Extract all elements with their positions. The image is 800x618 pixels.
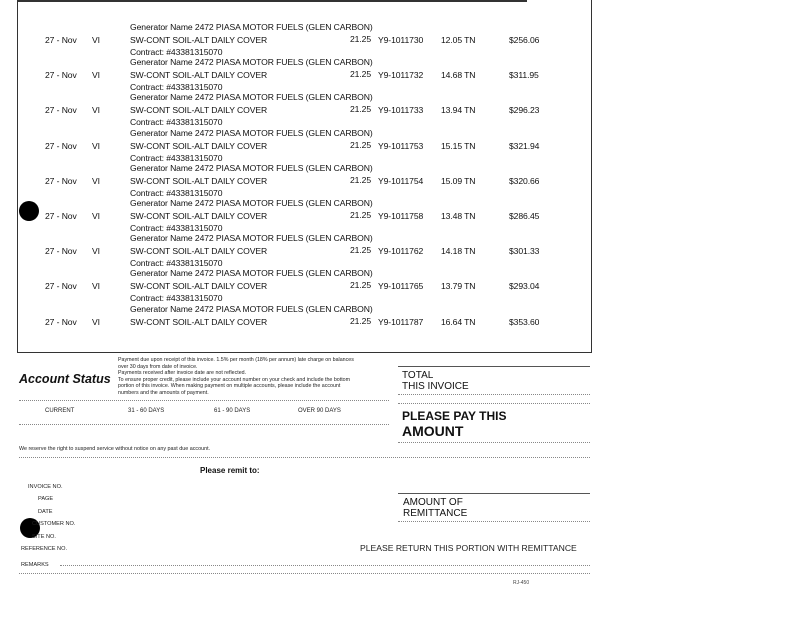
service-description: SW-CONT SOIL-ALT DAILY COVER (130, 246, 268, 257)
service-code: VI (92, 281, 100, 292)
generator-name: Generator Name 2472 PIASA MOTOR FUELS (GLEN CARBON) (130, 198, 373, 208)
customer-no-label: CUSTOMER NO. (32, 521, 76, 527)
invoice-line-row (0, 128, 590, 164)
unit-rate: 21.25 (350, 174, 372, 185)
service-date: 27 - Nov (45, 316, 77, 327)
line-amount: $301.33 (509, 246, 540, 257)
service-description: SW-CONT SOIL-ALT DAILY COVER (130, 140, 268, 151)
contract-number: Contract: #43381315070 (130, 47, 223, 57)
service-description: SW-CONT SOIL-ALT DAILY COVER (130, 316, 268, 327)
ticket-number: Y9-1011754 (378, 175, 424, 186)
ticket-number: Y9-1011762 (378, 246, 424, 257)
tonnage: 12.05 TN (441, 35, 476, 45)
line-amount: $293.04 (509, 281, 540, 292)
return-portion-message: PLEASE RETURN THIS PORTION WITH REMITTANCE (360, 543, 577, 553)
service-code: VI (92, 246, 100, 257)
generator-name: Generator Name 2472 PIASA MOTOR FUELS (GLEN CARBON) (130, 268, 373, 279)
generator-name: Generator Name 2472 PIASA MOTOR FUELS (GLEN CARBON) (130, 233, 373, 244)
contract-number: Contract: #43381315070 (130, 82, 223, 93)
service-date: 27 - Nov (45, 211, 77, 221)
pay-box-top (398, 403, 590, 404)
line-amount: $320.66 (509, 175, 540, 186)
generator-name: Generator Name 2472 PIASA MOTOR FUELS (GLEN CARBON) (130, 303, 373, 314)
reserve-notice: We reserve the right to suspend service without notice on any past due account. (19, 446, 211, 452)
line-amount: $296.23 (509, 105, 540, 116)
form-code: RJ-450 (513, 580, 530, 586)
remittance-box-top (398, 493, 590, 494)
contract-number: Contract: #43381315070 (130, 187, 223, 198)
invoice-line-row (0, 304, 590, 340)
service-code: VI (92, 175, 100, 186)
service-description: SW-CONT SOIL-ALT DAILY COVER (130, 70, 268, 81)
total-box-bottom (398, 394, 590, 395)
ticket-number: Y9-1011732 (378, 70, 424, 81)
contract-number: Contract: #43381315070 (130, 152, 223, 163)
service-date: 27 - Nov (45, 105, 77, 116)
aging-divider (19, 424, 389, 425)
unit-rate: 21.25 (350, 104, 372, 115)
service-description: SW-CONT SOIL-ALT DAILY COVER (130, 281, 268, 292)
invoice-line-row (0, 22, 590, 58)
invoice-line-row (0, 57, 590, 93)
invoice-line-row (0, 92, 590, 128)
total-label: TOTAL THIS INVOICE (402, 370, 469, 392)
remit-to-label: Please remit to: (200, 466, 260, 475)
service-date: 27 - Nov (45, 175, 77, 186)
aging-over-90-label: OVER 90 DAYS (298, 408, 341, 414)
ticket-number: Y9-1011758 (378, 211, 424, 221)
service-date: 27 - Nov (45, 70, 77, 81)
service-description: SW-CONT SOIL-ALT DAILY COVER (130, 105, 268, 116)
aging-divider (19, 400, 389, 401)
ticket-number: Y9-1011733 (378, 105, 424, 116)
service-date: 27 - Nov (45, 281, 77, 292)
contract-number: Contract: #43381315070 (130, 258, 223, 269)
service-description: SW-CONT SOIL-ALT DAILY COVER (130, 211, 268, 221)
service-code: VI (92, 35, 100, 45)
unit-rate: 21.25 (350, 210, 372, 220)
invoice-line-row (0, 198, 590, 234)
unit-rate: 21.25 (350, 315, 372, 326)
unit-rate: 21.25 (350, 139, 372, 150)
service-date: 27 - Nov (45, 246, 77, 257)
line-amount: $286.45 (509, 211, 540, 221)
remarks-label: REMARKS (21, 562, 49, 568)
contract-number: Contract: #43381315070 (130, 117, 223, 128)
payment-terms: Payment due upon receipt of this invoice. 1.5% per month (18% per annum) late charge on balances over 30 days from date of invoice. Payments received after invoice date are not reflected. To ensure proper credit, please include your account number on your check and include the bottom portion of this invoice. When making payment on multiple accounts, please include the account numbers and the amounts of payment. (118, 357, 354, 396)
remittance-box-bottom (398, 521, 590, 522)
line-amount: $321.94 (509, 140, 540, 151)
invoice-line-row (0, 163, 590, 199)
tonnage: 13.48 TN (441, 211, 476, 221)
tonnage: 15.15 TN (441, 140, 476, 151)
account-status-title: Account Status (19, 372, 111, 386)
tonnage: 16.64 TN (441, 316, 476, 327)
ticket-number: Y9-1011730 (378, 35, 424, 45)
unit-rate: 21.25 (350, 280, 372, 291)
contract-number: Contract: #43381315070 (130, 223, 223, 233)
generator-name: Generator Name 2472 PIASA MOTOR FUELS (GLEN CARBON) (130, 127, 373, 138)
pay-amount-label: AMOUNT (402, 423, 464, 439)
service-code: VI (92, 211, 100, 221)
generator-name: Generator Name 2472 PIASA MOTOR FUELS (GLEN CARBON) (130, 22, 373, 32)
service-code: VI (92, 140, 100, 151)
generator-name: Generator Name 2472 PIASA MOTOR FUELS (GLEN CARBON) (130, 92, 373, 103)
aging-61-90-label: 61 - 90 DAYS (214, 408, 251, 414)
line-amount: $256.06 (509, 35, 540, 45)
page-label: PAGE (38, 496, 54, 502)
unit-rate: 21.25 (350, 69, 372, 80)
reference-no-label: REFERENCE NO. (21, 546, 67, 552)
pay-box-bottom (398, 442, 590, 443)
tear-line (19, 457, 590, 458)
ticket-number: Y9-1011765 (378, 281, 424, 292)
punch-hole (19, 201, 39, 221)
total-box-top (398, 366, 590, 367)
service-date: 27 - Nov (45, 140, 77, 151)
contract-number: Contract: #43381315070 (130, 293, 223, 304)
ticket-number: Y9-1011787 (378, 316, 424, 327)
site-no-label: SITE NO. (32, 534, 56, 540)
remarks-line (60, 565, 590, 566)
service-description: SW-CONT SOIL-ALT DAILY COVER (130, 35, 268, 45)
service-description: SW-CONT SOIL-ALT DAILY COVER (130, 175, 268, 186)
aging-current-label: CURRENT (45, 408, 75, 414)
pay-this-label: PLEASE PAY THIS (402, 409, 507, 423)
generator-name: Generator Name 2472 PIASA MOTOR FUELS (GLEN CARBON) (130, 57, 373, 68)
aging-31-60-label: 31 - 60 DAYS (128, 408, 165, 414)
invoice-line-row (0, 233, 590, 269)
generator-name: Generator Name 2472 PIASA MOTOR FUELS (GLEN CARBON) (130, 162, 373, 173)
bottom-line (19, 573, 590, 574)
line-amount: $353.60 (509, 316, 540, 327)
service-code: VI (92, 105, 100, 116)
amount-of-remittance-label: AMOUNT OF REMITTANCE (403, 497, 468, 519)
service-code: VI (92, 316, 100, 327)
service-code: VI (92, 70, 100, 81)
invoice-line-row (0, 268, 590, 304)
line-amount: $311.95 (509, 70, 539, 81)
service-date: 27 - Nov (45, 35, 77, 45)
unit-rate: 21.25 (350, 245, 372, 256)
tonnage: 14.18 TN (441, 246, 476, 257)
tonnage: 13.94 TN (441, 105, 476, 116)
tonnage: 14.68 TN (441, 70, 476, 81)
date-label: DATE (38, 509, 53, 515)
unit-rate: 21.25 (350, 34, 372, 44)
tonnage: 15.09 TN (441, 175, 476, 186)
invoice-no-label: INVOICE NO. (28, 484, 63, 490)
tonnage: 13.79 TN (441, 281, 476, 292)
ticket-number: Y9-1011753 (378, 140, 424, 151)
